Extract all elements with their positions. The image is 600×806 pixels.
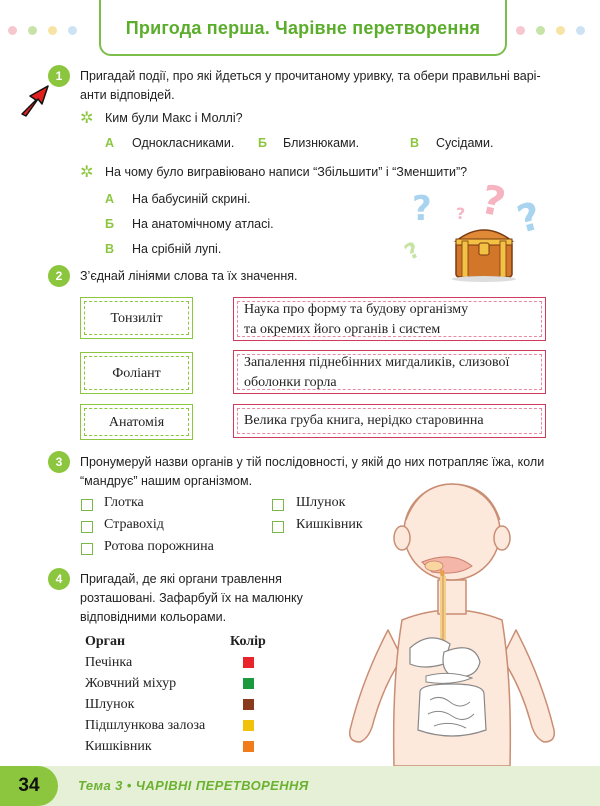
option-letter: А [105, 136, 115, 150]
color-swatch [243, 720, 254, 731]
color-swatch [243, 678, 254, 689]
option-letter: Б [105, 217, 114, 231]
number-checkbox[interactable] [81, 499, 93, 511]
organ-label: Глотка [104, 495, 144, 510]
option-letter: Б [258, 136, 267, 150]
svg-text:?: ? [400, 237, 425, 266]
table-header-color: Колір [230, 634, 266, 649]
term-box[interactable]: Анатомія [80, 404, 193, 440]
task4-instruction: Пригадай, де які органи травлення розташовані. Зафарбуй їх на малюнку відповідними кольорами. [80, 572, 303, 624]
arrow-icon [18, 82, 52, 118]
organ-label: Шлунок [296, 495, 346, 510]
option-text[interactable]: На срібній лупі. [132, 242, 222, 256]
organ-row-label: Кишківник [85, 739, 152, 754]
organ-row-label: Підшлункова залоза [85, 718, 206, 733]
task1-instruction: Пригадай події, про які йдеться у прочитаному уривку, та обери правильні варі- анти відповідей. [80, 69, 541, 102]
page-number: 34 [0, 766, 58, 806]
definition-box[interactable]: Запалення піднебінних мигдаликів, слизової оболонки горла [233, 350, 546, 394]
option-text[interactable]: Близнюками. [283, 136, 360, 150]
task-number-2: 2 [48, 265, 70, 287]
task2-instruction: З’єднай лініями слова та їх значення. [80, 269, 298, 283]
task1-question-2: На чому було вигравіювано написи “Збільшити” і “Зменшити”? [105, 165, 468, 179]
task-number-3: 3 [48, 451, 70, 473]
option-text[interactable]: Сусідами. [436, 136, 494, 150]
number-checkbox[interactable] [81, 521, 93, 533]
organ-row-label: Шлунок [85, 697, 135, 712]
term-box[interactable]: Тонзиліт [80, 297, 193, 339]
option-text[interactable]: На бабусиній скрині. [132, 192, 251, 206]
organ-label: Ротова порожнина [104, 539, 214, 554]
definition-box[interactable]: Велика груба книга, нерідко старовинна [233, 404, 546, 438]
svg-text:?: ? [456, 204, 466, 223]
treasure-chest-illustration [400, 175, 560, 290]
option-letter: В [105, 242, 115, 256]
header-banner [99, 0, 507, 56]
svg-text:?: ? [412, 189, 432, 229]
organ-label: Стравохід [104, 517, 164, 532]
color-swatch [243, 657, 254, 668]
color-swatch [243, 699, 254, 710]
option-letter: В [410, 136, 420, 150]
page-title: Пригода перша. Чарівне перетворення [125, 18, 481, 38]
footer-topic: Тема 3 • ЧАРІВНІ ПЕРЕТВОРЕННЯ [78, 778, 309, 793]
option-text[interactable]: Однокласниками. [132, 136, 235, 150]
task3-instruction: Пронумеруй назви органів у тій послідовності, у якій до них потрапляє їжа, коли “мандрує” нашим організмом. [80, 455, 545, 488]
number-checkbox[interactable] [272, 499, 284, 511]
task1-question-1: Ким були Макс і Моллі? [105, 111, 243, 125]
table-header-organ: Орган [85, 634, 126, 649]
color-swatch [243, 741, 254, 752]
svg-text:?: ? [477, 176, 510, 227]
definition-box[interactable]: Наука про форму та будову організму та окремих його органів і систем [233, 297, 546, 341]
organ-row-label: Печінка [85, 655, 133, 670]
organ-label: Кишківник [296, 517, 363, 532]
number-checkbox[interactable] [81, 543, 93, 555]
number-checkbox[interactable] [272, 521, 284, 533]
svg-text:?: ? [512, 193, 546, 242]
option-letter: А [105, 192, 115, 206]
sun-bullet-icon: ✲ [80, 110, 94, 127]
task-number-4: 4 [48, 568, 70, 590]
body-outline-illustration [340, 480, 565, 766]
task-number-1: 1 [48, 65, 70, 87]
sun-bullet-icon: ✲ [80, 164, 94, 181]
option-text[interactable]: На анатомічному атласі. [132, 217, 274, 231]
term-box[interactable]: Фоліант [80, 352, 193, 394]
organ-row-label: Жовчний міхур [85, 676, 177, 691]
